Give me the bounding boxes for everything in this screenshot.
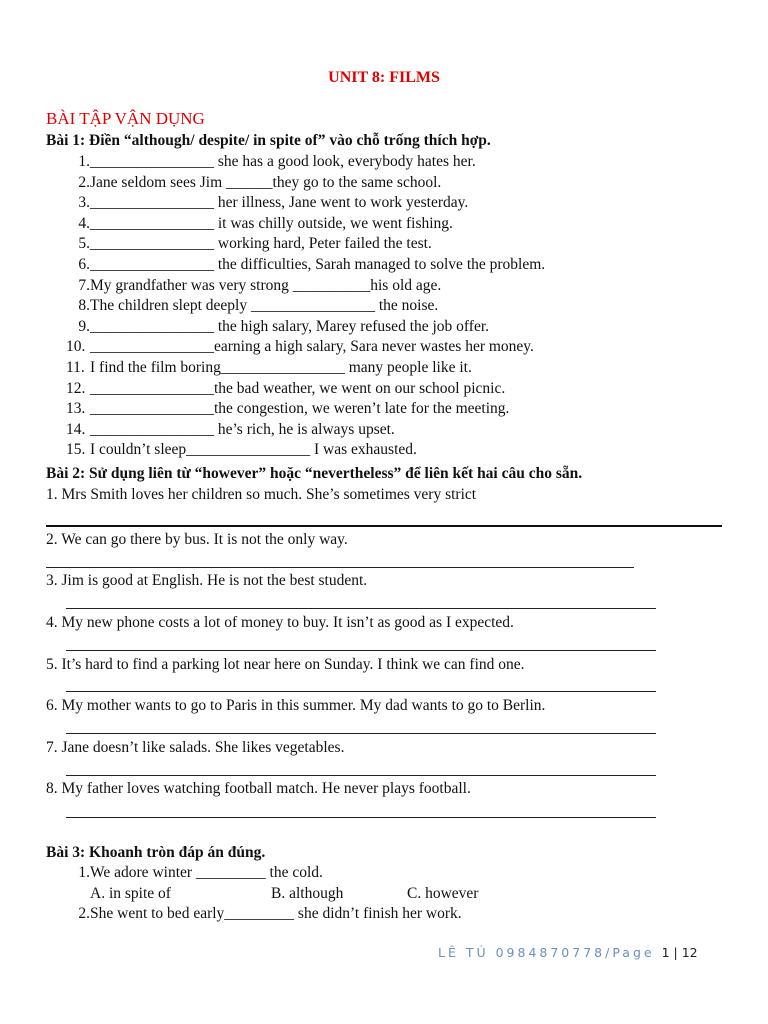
item-text: ________________ the high salary, Marey refused the job offer. (90, 317, 490, 335)
list-item (46, 214, 545, 235)
list-item (46, 904, 478, 925)
list-item (46, 234, 545, 255)
option-b[interactable]: B. although (271, 884, 344, 902)
exercise-2-heading: Bài 2: Sử dụng liên từ “however” hoặc “nevertheless” để liên kết hai câu cho sẵn. (46, 465, 583, 482)
item-text: ________________the bad weather, we went on our school picnic. (90, 379, 506, 397)
item-text: My grandfather was very strong __________his old age. (90, 276, 442, 294)
footer-author: LÊ TÚ 0984870778/Page (438, 945, 662, 960)
exercise-3-list (46, 863, 478, 925)
item-text: ________________ he’s rich, he is always upset. (90, 420, 395, 438)
item-text: We adore winter _________ the cold. (90, 864, 323, 881)
list-item (46, 379, 545, 400)
list-item (46, 358, 545, 379)
item-number: 9. (78, 317, 90, 335)
item-number: 2. (78, 905, 90, 923)
answer-options (46, 884, 478, 905)
item-number: 10. (66, 338, 86, 356)
question-text: 7. Jane doesn’t like salads. She likes vegetables. (46, 739, 345, 756)
question-text: 5. It’s hard to find a parking lot near here on Sunday. I think we can find one. (46, 656, 525, 673)
answer-line[interactable] (66, 608, 656, 609)
item-text: ________________ she has a good look, everybody hates her. (90, 153, 476, 170)
option-a[interactable]: A. in spite of (90, 884, 171, 902)
item-number: 6. (78, 255, 90, 273)
item-number: 4. (78, 214, 90, 232)
item-number: 11. (66, 358, 85, 376)
item-number: 1. (78, 153, 90, 170)
question-text: 6. My mother wants to go to Paris in this summer. My dad wants to go to Berlin. (46, 697, 546, 714)
list-item (46, 317, 545, 338)
item-text: ________________ the difficulties, Sarah managed to solve the problem. (90, 255, 546, 273)
page-number: 1 | 12 (661, 945, 698, 960)
exercise-1-heading: Bài 1: Điền “although/ despite/ in spite of” vào chỗ trống thích hợp. (46, 132, 491, 149)
item-text: Jane seldom sees Jim ______they go to the same school. (90, 173, 442, 191)
option-c[interactable]: C. however (407, 884, 479, 902)
list-item (46, 296, 545, 317)
answer-line[interactable] (46, 567, 634, 568)
item-number: 14. (66, 420, 86, 438)
answer-line[interactable] (66, 650, 656, 651)
item-number: 8. (78, 297, 90, 315)
question-text: 2. We can go there by bus. It is not the only way. (46, 531, 348, 548)
exercise-1-list (46, 152, 545, 461)
question-text: 4. My new phone costs a lot of money to buy. It isn’t as good as I expected. (46, 614, 514, 631)
item-number: 3. (78, 194, 90, 212)
answer-line[interactable] (46, 525, 722, 527)
item-number: 7. (78, 276, 90, 294)
answer-line[interactable] (66, 733, 656, 734)
item-number: 1. (78, 864, 90, 881)
item-text: I find the film boring________________ many people like it. (90, 358, 472, 376)
question-text: 3. Jim is good at English. He is not the best student. (46, 572, 368, 589)
answer-line[interactable] (66, 691, 656, 692)
answer-line[interactable] (66, 775, 656, 776)
item-text: ________________the congestion, we weren’t late for the meeting. (90, 400, 510, 418)
item-number: 15. (66, 441, 86, 459)
item-number: 2. (78, 173, 90, 191)
section-title: BÀI TẬP VẬN DỤNG (46, 109, 205, 128)
list-item (46, 276, 545, 297)
list-item (46, 440, 545, 461)
unit-title: UNIT 8: FILMS (328, 69, 440, 86)
list-item (46, 337, 545, 358)
list-item (46, 420, 545, 441)
item-number: 12. (66, 379, 86, 397)
list-item (46, 863, 478, 884)
question-text: 1. Mrs Smith loves her children so much. She’s sometimes very strict (46, 486, 477, 503)
list-item (46, 173, 545, 194)
list-item (46, 399, 545, 420)
item-text: I couldn’t sleep________________ I was exhausted. (90, 441, 417, 459)
item-text: ________________ it was chilly outside, we went fishing. (90, 214, 453, 232)
exercise-3-heading: Bài 3: Khoanh tròn đáp án đúng. (46, 844, 266, 861)
answer-line[interactable] (66, 817, 656, 818)
list-item (46, 152, 545, 173)
item-text: ________________earning a high salary, Sara never wastes her money. (90, 338, 534, 356)
page-footer (438, 943, 698, 964)
item-text: ________________ her illness, Jane went to work yesterday. (90, 194, 469, 212)
question-text: 8. My father loves watching football match. He never plays football. (46, 780, 471, 797)
item-text: She went to bed early_________ she didn’t finish her work. (90, 905, 462, 923)
item-number: 13. (66, 400, 86, 418)
item-text: The children slept deeply ________________ the noise. (90, 297, 439, 315)
item-number: 5. (78, 235, 90, 253)
list-item (46, 255, 545, 276)
item-text: ________________ working hard, Peter failed the test. (90, 235, 432, 253)
list-item (46, 193, 545, 214)
